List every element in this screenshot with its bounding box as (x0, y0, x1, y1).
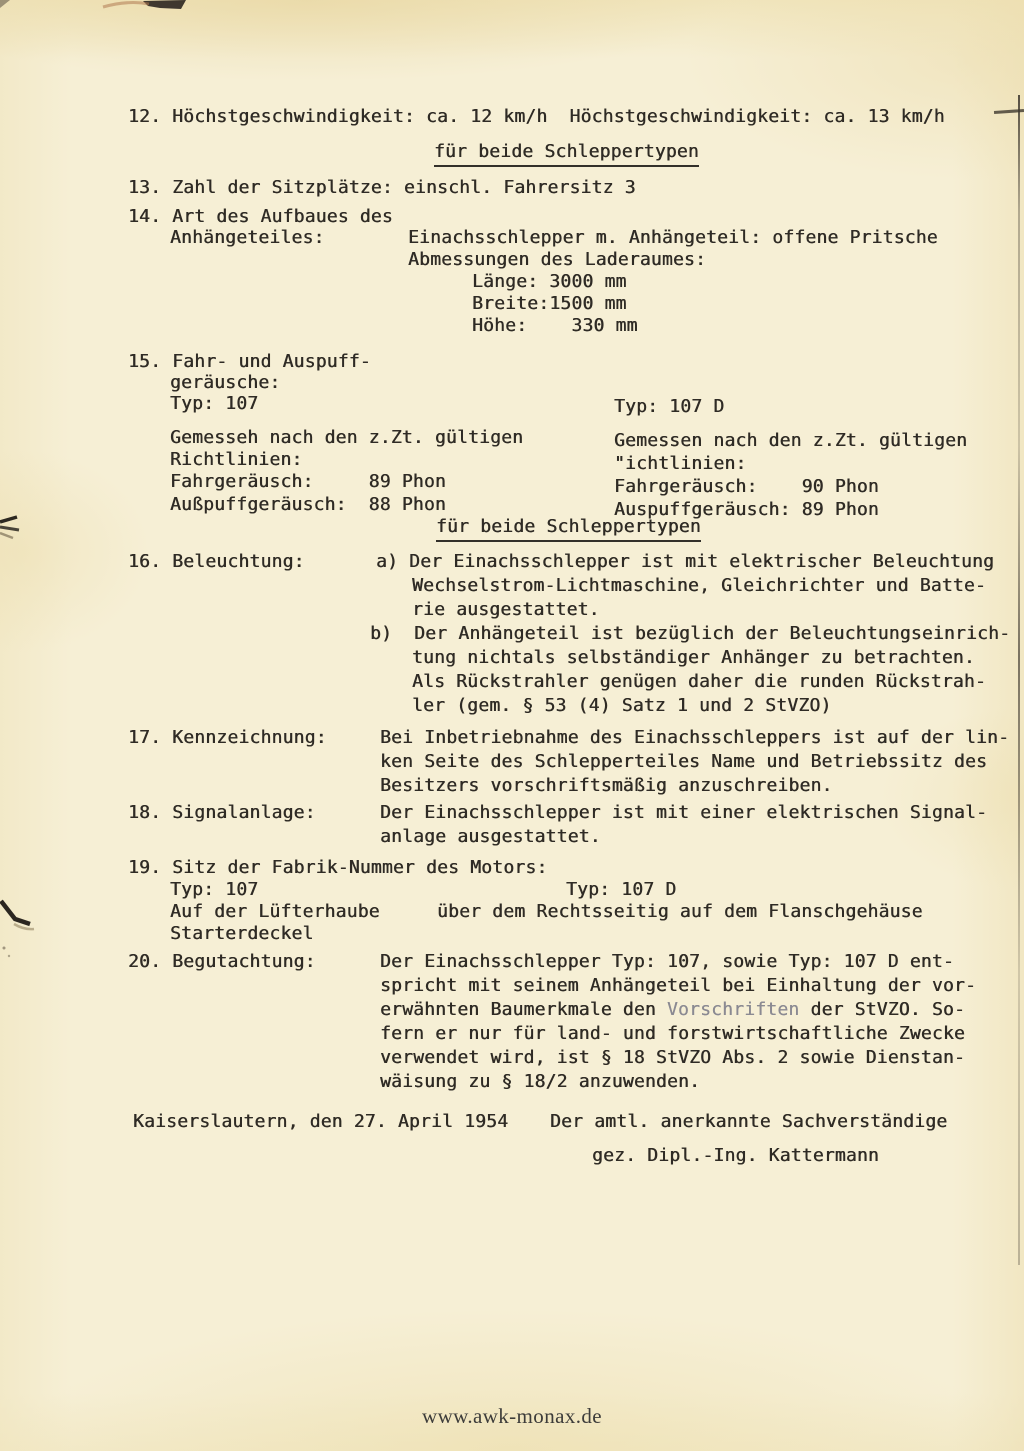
item-16-b-line-1: b) Der Anhängeteil ist bezüglich der Beleuchtungseinrich- (370, 623, 1011, 644)
item-16-a-line-1: a) Der Einachsschlepper ist mit elektrischer Beleuchtung (376, 551, 995, 572)
heading-both-tractor-types-2: für beide Schleppertypen (436, 515, 701, 542)
item-20-line-4: fern er nur für land- und forstwirtschaftliche Zwecke (380, 1023, 965, 1044)
item-15-left-exhaust-noise: Außpuffgeräusch: 88 Phon (170, 494, 446, 515)
item-20-line-3-part-1: erwähnten Baumerkmale den (380, 999, 667, 1020)
item-20-line-3-faded-word: Vorschriften (666, 999, 800, 1020)
item-19-left-location-line-1: Auf der Lüfterhaube (170, 901, 380, 922)
item-14-label-line-1: 14. Art des Aufbaues des (128, 206, 393, 227)
footer-expert-title: Der amtl. anerkannte Sachverständige (550, 1111, 948, 1132)
item-15-right-driving-noise: Fahrgeräusch: 90 Phon (614, 476, 879, 497)
item-17-line-1: Bei Inbetriebnahme des Einachsschleppers ist auf der lin- (380, 727, 1010, 748)
item-14-body-type: Einachsschlepper m. Anhängeteil: offene Pritsche (408, 227, 938, 248)
item-15-left-guidelines: Richtlinien: (170, 449, 303, 470)
item-17-line-2: ken Seite des Schlepperteiles Name und Betriebssitz des (380, 751, 988, 772)
item-18-line-1: Der Einachsschlepper ist mit einer elektrischen Signal- (380, 802, 988, 823)
right-page-edge-artifact (1018, 95, 1020, 1265)
item-18-label: 18. Signalanlage: (128, 802, 316, 823)
item-14-label-line-2: Anhängeteiles: (170, 227, 325, 248)
item-16-b-line-4: ler (gem. § 53 (4) Satz 1 und 2 StVZO) (412, 695, 832, 716)
item-14-cargo-dimensions-heading: Abmessungen des Laderaumes: (408, 249, 706, 270)
item-20-line-3 (380, 998, 965, 1021)
item-14-height: Höhe: 330 mm (472, 315, 638, 336)
left-margin-mark-2 (0, 896, 40, 966)
item-18-line-2: anlage ausgestattet. (380, 826, 601, 847)
item-17-line-3: Besitzers vorschriftsmäßig anzuschreiben. (380, 775, 833, 796)
item-15-right-measured: Gemessen nach den z.Zt. gültigen (614, 430, 968, 451)
footer-place-and-date: Kaiserslautern, den 27. April 1954 (133, 1111, 509, 1132)
item-19-location-middle: über dem Rechtsseitig auf dem Flanschgehäuse (437, 901, 923, 922)
item-20-line-3-part-3: der StVZO. So- (799, 999, 965, 1020)
item-19-left-location-line-2: Starterdeckel (170, 923, 314, 944)
item-20-line-6: wäisung zu § 18/2 anzuwenden. (380, 1071, 701, 1092)
item-20-line-1: Der Einachsschlepper Typ: 107, sowie Typ: 107 D ent- (380, 951, 954, 972)
item-13-seats: 13. Zahl der Sitzplätze: einschl. Fahrersitz 3 (128, 177, 636, 198)
item-15-type-left: Typ: 107 (170, 393, 259, 414)
item-15-label-line-1: 15. Fahr- und Auspuff- (128, 351, 371, 372)
item-19-label: 19. Sitz der Fabrik-Nummer des Motors: (128, 857, 548, 878)
item-15-left-measured: Gemesseh nach den z.Zt. gültigen (170, 427, 524, 448)
item-16-label: 16. Beleuchtung: (128, 551, 305, 572)
heading-both-tractor-types-1: für beide Schleppertypen (434, 140, 699, 167)
top-edge-tear-artifact (0, 0, 220, 20)
item-20-label: 20. Begutachtung: (128, 951, 316, 972)
item-20-line-2: spricht mit seinem Anhängeteil bei Einhaltung der vor- (380, 975, 976, 996)
item-14-width: Breite:1500 mm (472, 293, 627, 314)
footer-signature: gez. Dipl.-Ing. Kattermann (592, 1145, 879, 1166)
item-15-right-exhaust-noise: Auspuffgeräusch: 89 Phon (614, 499, 879, 520)
item-20-line-5: verwendet wird, ist § 18 StVZO Abs. 2 sowie Dienstan- (380, 1047, 965, 1068)
item-19-type-right: Typ: 107 D (566, 879, 677, 900)
left-margin-mark-1 (0, 510, 30, 555)
item-15-right-guidelines: "ichtlinien: (614, 453, 747, 474)
item-15-type-right: Typ: 107 D (614, 396, 725, 417)
item-16-a-line-2: Wechselstrom-Lichtmaschine, Gleichrichter und Batte- (412, 575, 986, 596)
item-12-max-speed: 12. Höchstgeschwindigkeit: ca. 12 km/h Höchstgeschwindigkeit: ca. 13 km/h (128, 106, 945, 127)
item-15-label-line-2: geräusche: (170, 372, 281, 393)
item-19-type-left: Typ: 107 (170, 879, 259, 900)
watermark-url: www.awk-monax.de (422, 1404, 602, 1428)
item-14-length: Länge: 3000 mm (472, 271, 627, 292)
item-15-left-driving-noise: Fahrgeräusch: 89 Phon (170, 471, 446, 492)
item-16-b-line-2: tung nichtals selbständiger Anhänger zu betrachten. (412, 647, 975, 668)
item-16-a-line-3: rie ausgestattet. (412, 599, 600, 620)
item-16-b-line-3: Als Rückstrahler genügen daher die runden Rückstrah- (412, 671, 986, 692)
item-17-label: 17. Kennzeichnung: (128, 727, 327, 748)
